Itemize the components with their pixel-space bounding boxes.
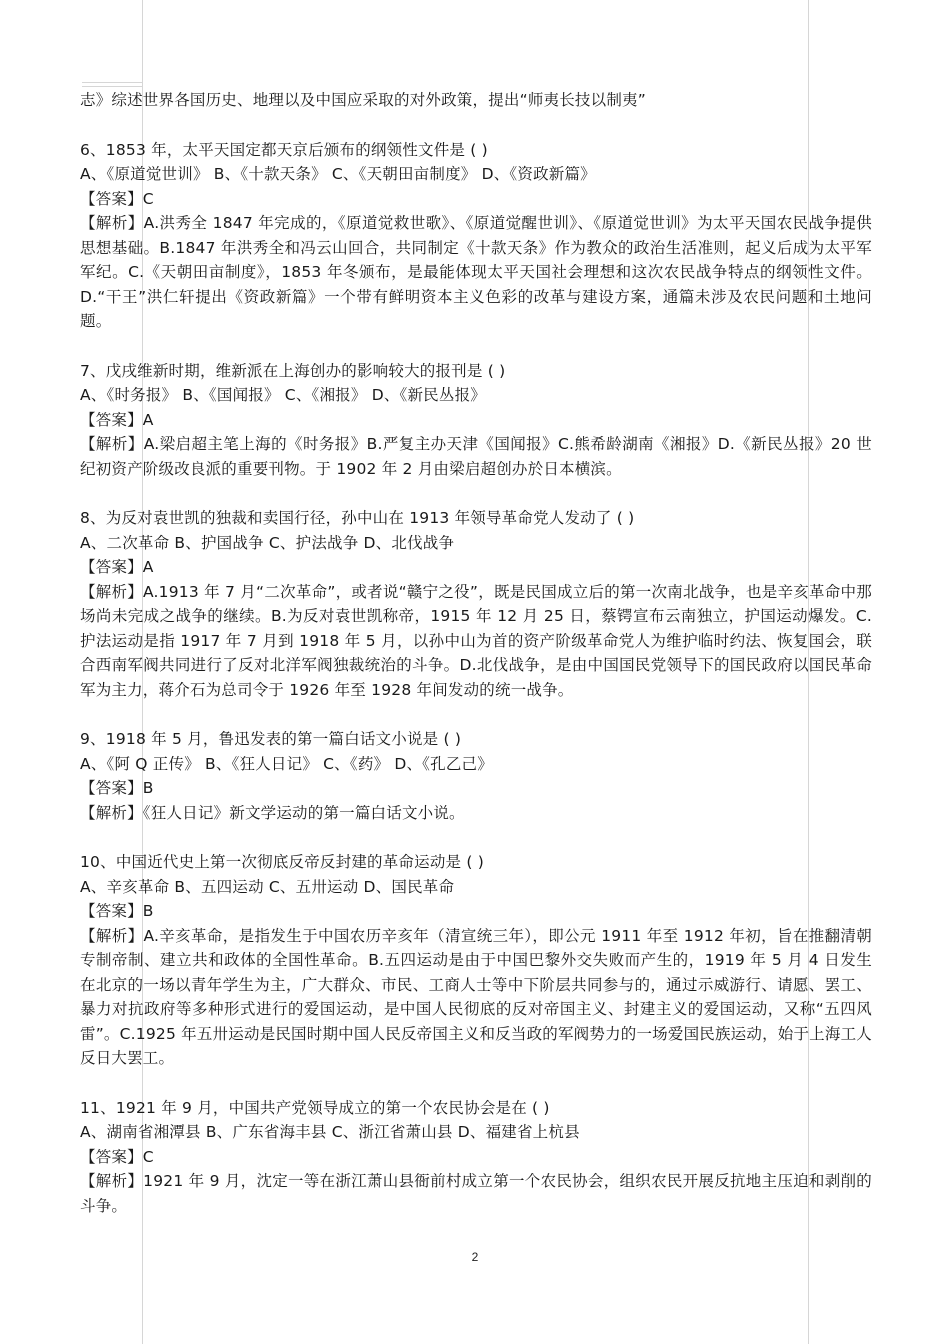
question-text: 9、1918 年 5 月，鲁迅发表的第一篇白话文小说是 ( ): [80, 730, 462, 748]
question-answer: 【答案】A: [80, 410, 154, 429]
question-answer: 【答案】C: [80, 189, 154, 208]
question-8: [80, 506, 872, 702]
intro-line: 志》综述世界各国历史、地理以及中国应采取的对外政策，提出“师夷长技以制夷”: [80, 91, 646, 109]
question-options: A、湖南省湘潭县 B、广东省海丰县 C、浙江省萧山县 D、福建省上杭县: [80, 1123, 580, 1141]
question-7: [80, 359, 872, 482]
question-9: [80, 727, 872, 825]
question-text: 11、1921 年 9 月，中国共产党领导成立的第一个农民协会是在 ( ): [80, 1098, 550, 1117]
question-answer: 【答案】A: [80, 558, 154, 576]
question-analysis: 【解析】《狂人日记》新文学运动的第一篇白话文小说。: [80, 803, 465, 822]
question-text: 7、戊戌维新时期，维新派在上海创办的影响较大的报刊是 ( ): [80, 361, 506, 380]
question-analysis: 【解析】A.梁启超主笔上海的《时务报》B.严复主办天津《国闻报》C.熊希龄湖南《湘报》D.《新民丛报》20 世纪初资产阶级改良派的重要刊物。于 1902 年 2 月由梁启超创办於日本横滨。: [80, 435, 872, 478]
top-corner-guide-2: [82, 86, 142, 87]
question-analysis: 【解析】A.1913 年 7 月“二次革命”，或者说“赣宁之役”，既是民国成立后的第一次南北战争，也是辛亥革命中那场尚未完成之战争的继续。B.为反对袁世凯称帝，1915 年 12 月 25 日，蔡锷宣布云南独立，护国运动爆发。C.护法运动是指 1917 年 7 月到 1918 年 5 月，以孙中山为首的资产阶级革命党人为维护临时约法、恢复国会，联合西南军阀共同进行了反对北洋军阀独裁统治的斗争。D.北伐战争，是由中国国民党领导下的国民政府以国民革命军为主力，蒋介石为总司令于 1926 年至 1928 年间发动的统一战争。: [80, 582, 872, 699]
question-6: [80, 138, 872, 334]
question-text: 10、中国近代史上第一次彻底反帝反封建的革命运动是 ( ): [80, 853, 484, 871]
question-answer: 【答案】C: [80, 1147, 154, 1166]
question-11: [80, 1096, 872, 1219]
question-analysis: 【解析】A.辛亥革命，是指发生于中国农历辛亥年（清宣统三年），即公元 1911 年至 1912 年初，旨在推翻清朝专制帝制、建立共和政体的全国性革命。B.五四运动是由于中国巴黎外交失败而产生的，1919 年 5 月 4 日发生在北京的一场以青年学生为主，广大群众、市民、工商人士等中下阶层共同参与的，通过示威游行、请愿、罢工、暴力对抗政府等多种形式进行的爱国运动，是中国人民彻底的反对帝国主义、封建主义的爱国运动，又称“五四风雷”。C.1925 年五卅运动是民国时期中国人民反帝国主义和反当政的军阀势力的一场爱国民族运动，始于上海工人反日大罢工。: [80, 926, 872, 1067]
question-text: 6、1853 年，太平天国定都天京后颁布的纲领性文件是 ( ): [80, 140, 488, 159]
question-analysis: 【解析】A.洪秀全 1847 年完成的，《原道觉救世歌》、《原道觉醒世训》、《原道觉世训》为太平天国农民战争提供思想基础。B.1847 年洪秀全和冯云山回合，共同制定《十款天条》作为教众的政治生活准则，起义后成为太平军军纪。C.《天朝田亩制度》，1853 年冬颁布，是最能体现太平天国社会理想和这次农民战争特点的纲领性文件。D.“干王”洪仁轩提出《资政新篇》一个带有鲜明资本主义色彩的改革与建设方案，通篇未涉及农民问题和土地问题。: [80, 214, 872, 330]
question-10: [80, 850, 872, 1071]
page-number: 2: [471, 1250, 479, 1264]
question-answer: 【答案】B: [80, 902, 154, 920]
document-body: [80, 88, 872, 1218]
question-text: 8、为反对袁世凯的独裁和卖国行径，孙中山在 1913 年领导革命党人发动了 ( ): [80, 509, 635, 527]
question-options: A、辛亥革命 B、五四运动 C、五卅运动 D、国民革命: [80, 877, 455, 896]
question-options: A、《时务报》 B、《国闻报》 C、《湘报》 D、《新民丛报》: [80, 386, 486, 404]
question-options: A、《阿 Q 正传》 B、《狂人日记》 C、《药》 D、《孔乙己》: [80, 754, 493, 773]
top-corner-guide: [82, 82, 142, 83]
question-options: A、《原道觉世训》 B、《十款天条》 C、《天朝田亩制度》 D、《资政新篇》: [80, 165, 596, 183]
question-analysis: 【解析】1921 年 9 月，沈定一等在浙江萧山县衙前村成立第一个农民协会，组织农民开展反抗地主压迫和剥削的斗争。: [80, 1172, 872, 1215]
question-answer: 【答案】B: [80, 779, 154, 797]
question-options: A、二次革命 B、护国战争 C、护法战争 D、北伐战争: [80, 533, 455, 552]
